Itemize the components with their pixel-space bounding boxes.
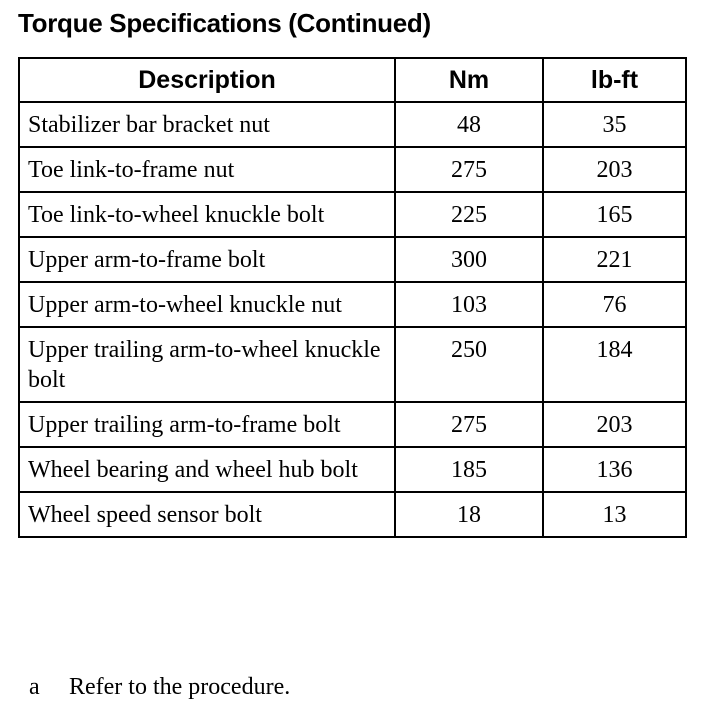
row-nm-value: 185 [395, 447, 543, 492]
row-nm-value: 48 [395, 102, 543, 147]
row-nm-value: 103 [395, 282, 543, 327]
torque-spec-table [18, 57, 687, 538]
table-row [19, 192, 686, 237]
row-lbft-value: 184 [543, 327, 686, 402]
table-header-row [19, 58, 686, 102]
row-nm-value: 250 [395, 327, 543, 402]
row-lbft-value: 35 [543, 102, 686, 147]
table-row [19, 102, 686, 147]
row-nm-value: 225 [395, 192, 543, 237]
row-description: Upper trailing arm-to-frame bolt [19, 402, 395, 447]
row-description: Toe link-to-frame nut [19, 147, 395, 192]
table-row [19, 237, 686, 282]
row-description: Upper arm-to-wheel knuckle nut [19, 282, 395, 327]
table-row [19, 282, 686, 327]
row-lbft-value: 203 [543, 402, 686, 447]
row-nm-value: 300 [395, 237, 543, 282]
row-lbft-value: 203 [543, 147, 686, 192]
row-description: Toe link-to-wheel knuckle bolt [19, 192, 395, 237]
row-description: Wheel bearing and wheel hub bolt [19, 447, 395, 492]
row-lbft-value: 221 [543, 237, 686, 282]
row-nm-value: 275 [395, 147, 543, 192]
row-lbft-value: 13 [543, 492, 686, 537]
row-nm-value: 18 [395, 492, 543, 537]
column-header-nm: Nm [395, 58, 543, 102]
row-lbft-value: 136 [543, 447, 686, 492]
table-row [19, 447, 686, 492]
footnote-text: Refer to the procedure. [69, 674, 291, 700]
column-header-description: Description [19, 58, 395, 102]
row-description: Stabilizer bar bracket nut [19, 102, 395, 147]
table-row [19, 327, 686, 402]
column-header-lbft: lb-ft [543, 58, 686, 102]
row-description: Upper arm-to-frame bolt [19, 237, 395, 282]
row-lbft-value: 165 [543, 192, 686, 237]
table-row [19, 402, 686, 447]
table-row [19, 492, 686, 537]
footnote [29, 674, 290, 701]
page-title: Torque Specifications (Continued) [18, 8, 431, 38]
row-description: Wheel speed sensor bolt [19, 492, 395, 537]
row-nm-value: 275 [395, 402, 543, 447]
row-description: Upper trailing arm-to-wheel knuckle bolt [19, 327, 395, 402]
table-row [19, 147, 686, 192]
footnote-marker: a [29, 674, 40, 700]
row-lbft-value: 76 [543, 282, 686, 327]
